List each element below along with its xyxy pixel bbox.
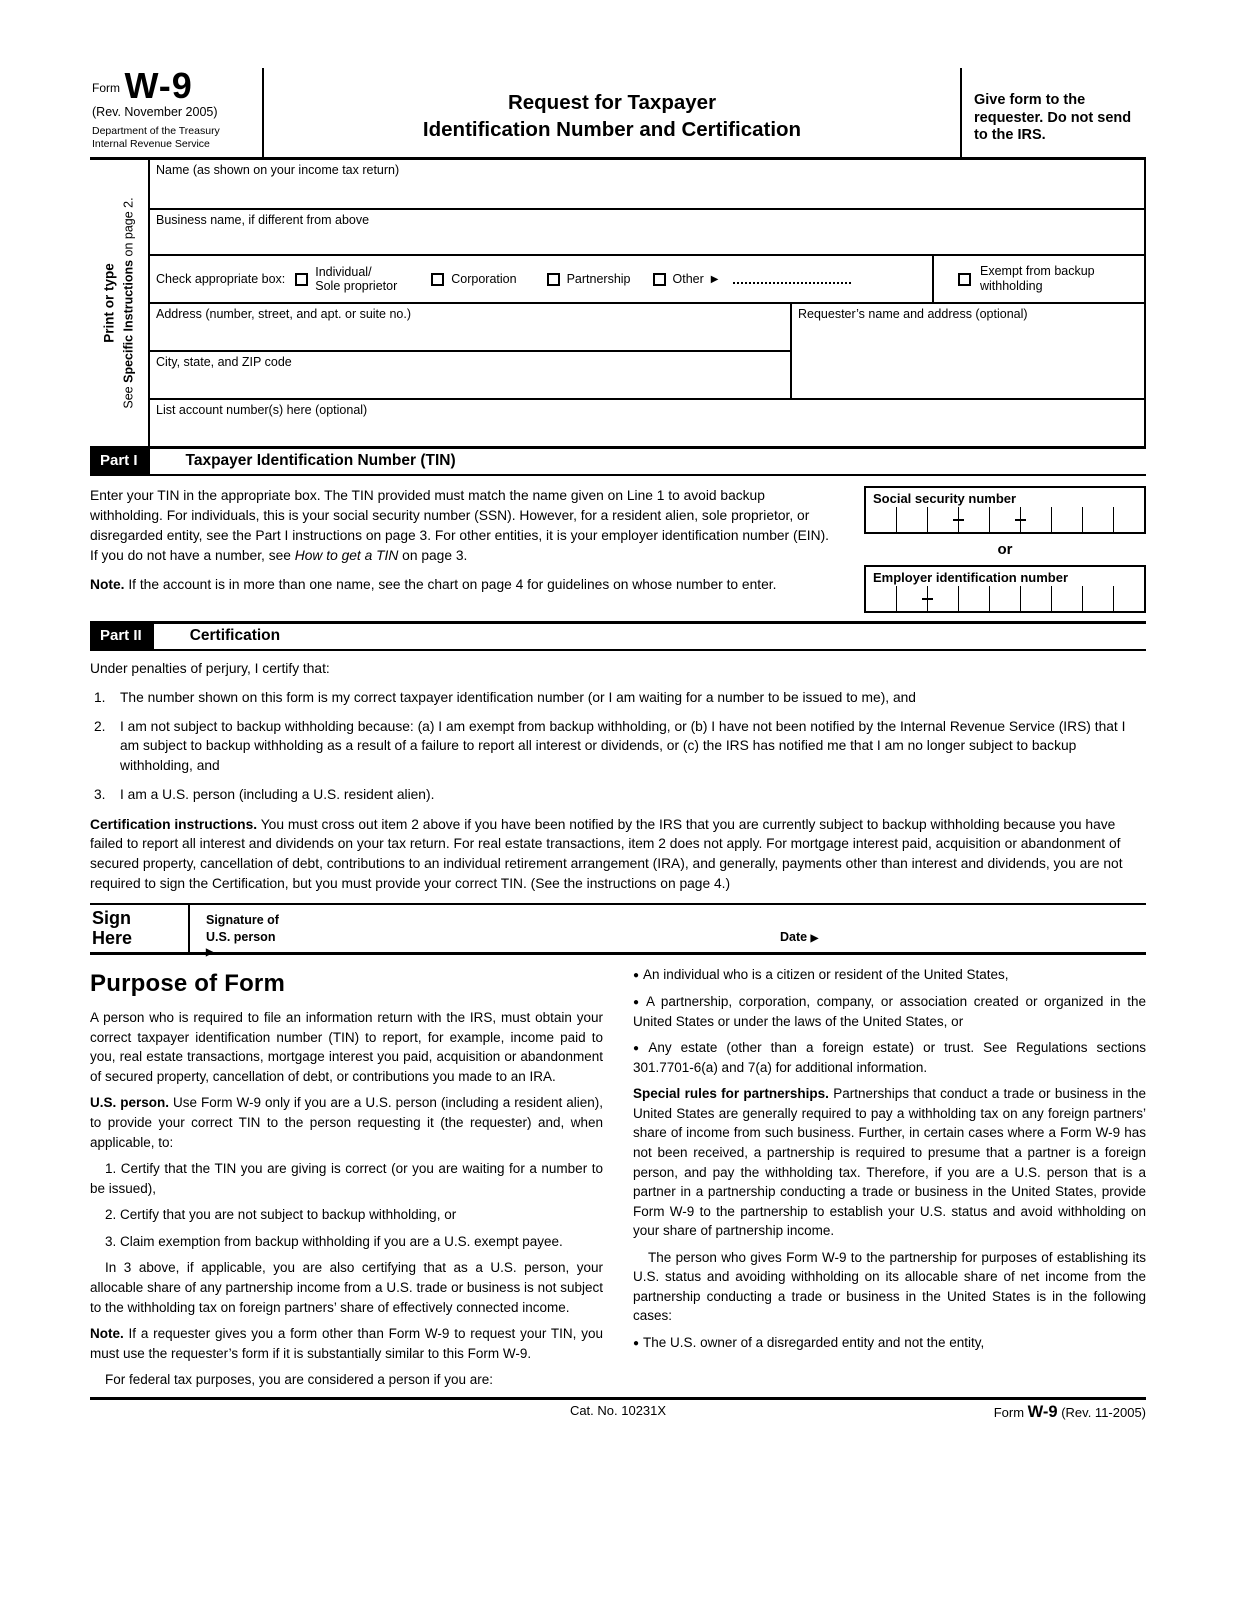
requester-field[interactable] bbox=[792, 304, 1144, 398]
department-line1: Department of the Treasury bbox=[92, 125, 220, 137]
city-field-label: City, state, and ZIP code bbox=[156, 355, 292, 370]
name-field-label: Name (as shown on your income tax return) bbox=[156, 163, 400, 178]
ein-cell[interactable] bbox=[1020, 586, 1051, 611]
footer-form-id bbox=[666, 1403, 1146, 1422]
bullet-icon: ● bbox=[633, 997, 642, 1008]
purpose-p5: For federal tax purposes, you are considered a person if you are: bbox=[105, 1372, 493, 1388]
ssn-box bbox=[864, 486, 1146, 534]
ssn-cell[interactable] bbox=[1020, 507, 1051, 532]
here-word: Here bbox=[92, 928, 133, 949]
bullet-item-4 bbox=[633, 1333, 1146, 1353]
part1-title: Taxpayer Identification Number (TIN) bbox=[185, 452, 456, 470]
note-bold: Note. bbox=[90, 576, 125, 592]
item-number: 2. bbox=[94, 718, 106, 734]
corporation-label: Corporation bbox=[451, 272, 517, 287]
form-header bbox=[90, 65, 1146, 160]
item-text: I am not subject to backup withholding because: (a) I am exempt from backup withholding, or (b) I have not been notified by the Internal Revenue Service (IRS) that I am subject to backup withholding as a result of a failure to report all interest or dividends, or (c) the IRS has notified me that I am no longer subject to backup withholding, and bbox=[120, 718, 1126, 774]
individual-label bbox=[315, 265, 397, 294]
part1-body bbox=[90, 476, 1146, 621]
purpose-p1: A person who is required to file an information return with the IRS, must obtain your correct taxpayer identification number (TIN) to report, for example, income paid to you, real estate transactions, mortgage interest you paid, acquisition or abandonment of secured property, cancellation of debt, or contributions you made to an IRA. bbox=[90, 1010, 603, 1084]
ein-cells bbox=[866, 586, 1144, 611]
catalog-number: Cat. No. 10231X bbox=[569, 1402, 667, 1418]
page-footer bbox=[90, 1397, 1146, 1422]
item-text: I am a U.S. person (including a U.S. resident alien). bbox=[120, 786, 435, 802]
sign-word: Sign bbox=[92, 908, 131, 929]
option-corporation bbox=[431, 272, 516, 286]
us-person-bold: U.S. person. bbox=[90, 1095, 170, 1111]
business-name-field-label: Business name, if different from above bbox=[156, 213, 370, 228]
ssn-cell[interactable] bbox=[1113, 507, 1144, 532]
other-fill-in-line[interactable] bbox=[733, 275, 851, 284]
purpose-heading: Purpose of Form bbox=[90, 970, 286, 998]
special-rules-text: Partnerships that conduct a trade or business in the United States are generally required to pay a withholding tax on any foreign partners’ share of income from such business. Further, in certain cases where a Form W-9 has not been received, a partnership is required to presume that a partner is a foreign person, and pay the withholding tax. Therefore, if you are a U.S. person that is a partner in a partnership conducting a trade or business in the United States, provide Form W-9 to the partnership to establish your U.S. status and avoid withholding on your share of partnership income. bbox=[633, 1086, 1146, 1239]
individual-checkbox[interactable] bbox=[295, 273, 308, 286]
address-column bbox=[150, 304, 792, 398]
partnership-label: Partnership bbox=[566, 272, 631, 287]
ssn-cell[interactable] bbox=[896, 507, 927, 532]
entity-info-grid bbox=[148, 160, 1146, 446]
form-identity-block bbox=[90, 65, 264, 157]
purpose-p2 bbox=[90, 1093, 603, 1152]
special-rules-bold: Special rules for partnerships. bbox=[633, 1086, 829, 1102]
us-person-text: Use Form W-9 only if you are a U.S. person (including a resident alien), to provide your correct TIN to the person requesting it (the requester) and, when applicable, to: bbox=[90, 1095, 603, 1150]
other-arrow-icon: ▶ bbox=[710, 273, 719, 285]
ssn-cell[interactable] bbox=[1082, 507, 1113, 532]
print-or-type-sidebar bbox=[90, 160, 148, 446]
certification-intro: Under penalties of perjury, I certify that: bbox=[90, 661, 330, 677]
check-appropriate-box-label: Check appropriate box: bbox=[156, 272, 286, 287]
part1-badge: Part I bbox=[90, 449, 150, 474]
ein-box bbox=[864, 565, 1146, 613]
tin-instruction-paragraph bbox=[90, 486, 832, 565]
date-label: Date bbox=[780, 930, 808, 945]
form-number-line bbox=[92, 65, 256, 106]
ssn-label: Social security number bbox=[873, 491, 1017, 507]
bullet-item-1 bbox=[633, 965, 1146, 985]
tin-note-paragraph bbox=[90, 575, 832, 595]
bullet-icon: ● bbox=[633, 1043, 645, 1055]
specific-instructions-bold: Specific Instructions bbox=[121, 260, 136, 384]
purpose-p3: In 3 above, if applicable, you are also certifying that as a U.S. person, your allocable share of any partnership income from a U.S. trade or business is not subject to the withholding tax on foreign partners’ share of effectively connected income. bbox=[90, 1260, 603, 1315]
exempt-label: Exempt from backup withholding bbox=[980, 264, 1095, 294]
certification-item-3 bbox=[90, 785, 1146, 805]
footer-form-word: Form bbox=[993, 1404, 1025, 1420]
certification-instructions-bold: Certification instructions. bbox=[90, 816, 258, 832]
option-individual bbox=[295, 265, 397, 294]
bullet-text: The U.S. owner of a disregarded entity and not the entity, bbox=[643, 1335, 985, 1350]
part2-title: Certification bbox=[189, 627, 281, 645]
certification-item-2 bbox=[90, 717, 1146, 776]
other-label: Other bbox=[672, 272, 704, 287]
bullet-item-2 bbox=[633, 992, 1146, 1031]
entity-type-row bbox=[150, 256, 1144, 304]
ssn-cells bbox=[866, 507, 1144, 532]
give-form-notice: Give form to the requester. Do not send to the IRS. bbox=[960, 68, 1146, 157]
exempt-backup-cell bbox=[932, 256, 1144, 302]
certification-instructions bbox=[90, 815, 1146, 894]
department-line2: Internal Revenue Service bbox=[92, 138, 210, 151]
sign-here-row bbox=[90, 903, 1146, 959]
ein-label: Employer identification number bbox=[873, 570, 1069, 586]
business-name-field[interactable] bbox=[150, 210, 1144, 256]
item-text: The number shown on this form is my correct taxpayer identification number (or I am waiting for a number to be issued to me), and bbox=[120, 689, 916, 705]
signature-field[interactable] bbox=[190, 905, 780, 959]
individual-label-line2: Sole proprietor bbox=[315, 279, 398, 294]
ein-cell[interactable] bbox=[1113, 586, 1144, 611]
form-number: W-9 bbox=[124, 65, 193, 106]
address-field[interactable] bbox=[150, 304, 790, 352]
tin-instruction-end: on page 3. bbox=[398, 547, 468, 563]
tin-boxes-column bbox=[864, 486, 1146, 613]
form-word: Form bbox=[92, 81, 120, 95]
account-numbers-label: List account number(s) here (optional) bbox=[156, 403, 368, 418]
form-title-line1: Request for Taxpayer bbox=[507, 91, 717, 114]
ein-cell[interactable] bbox=[989, 586, 1020, 611]
sign-here-label bbox=[90, 905, 190, 952]
special-rules-paragraph bbox=[633, 1084, 1146, 1241]
us-person-label: U.S. person bbox=[206, 930, 276, 945]
form-title bbox=[264, 68, 960, 157]
ssn-cell[interactable] bbox=[866, 507, 896, 532]
form-revision: (Rev. November 2005) bbox=[92, 105, 218, 119]
corporation-checkbox[interactable] bbox=[431, 273, 444, 286]
option-partnership bbox=[547, 272, 631, 286]
signature-of-label: Signature of bbox=[206, 913, 279, 928]
see-instructions-label bbox=[122, 198, 136, 409]
form-title-line2: Identification Number and Certification bbox=[422, 117, 802, 141]
bullet-item-3 bbox=[633, 1038, 1146, 1077]
tin-instruction-text: Enter your TIN in the appropriate box. The TIN provided must match the name given on Line 1 to avoid backup withholding. For individuals, this is your social security number (SSN). However, for a resident alien, sole proprietor, or disregarded entity, see the Part I instructions on page 3. For other entities, it is your employer identification number (EIN). If you do not have a number, see bbox=[90, 488, 830, 563]
footer-form-revision: (Rev. 11-2005) bbox=[1061, 1404, 1146, 1420]
how-to-get-tin-italic: How to get a TIN bbox=[294, 547, 399, 563]
ein-cell[interactable] bbox=[927, 586, 958, 611]
us-person-line bbox=[206, 929, 780, 959]
item-number: 1. bbox=[94, 689, 106, 705]
other-checkbox[interactable] bbox=[653, 273, 666, 286]
date-line bbox=[780, 930, 818, 944]
ssn-cell[interactable] bbox=[958, 507, 989, 532]
address-requester-block bbox=[150, 304, 1144, 400]
ein-cell[interactable] bbox=[1082, 586, 1113, 611]
rightcol-p2: The person who gives Form W-9 to the partnership for purposes of establishing its U.S. status and avoiding withholding on its allocable share of net income from the partnership conducting a trade or business in the United States is in the following cases: bbox=[633, 1249, 1146, 1324]
signature-arrow-icon: ▶ bbox=[206, 947, 214, 959]
purpose-note-text: If a requester gives you a form other than Form W-9 to request your TIN, you must use the requester’s form if it is substantially similar to this Form W-9. bbox=[90, 1326, 603, 1361]
part1-strip bbox=[90, 446, 1146, 476]
city-state-zip-field[interactable] bbox=[150, 352, 790, 398]
purpose-item-2: 2. Certify that you are not subject to backup withholding, or bbox=[105, 1207, 457, 1223]
purpose-note bbox=[90, 1324, 603, 1363]
bullet-text: An individual who is a citizen or resident of the United States, bbox=[643, 967, 1009, 983]
name-field[interactable] bbox=[150, 160, 1144, 210]
left-column bbox=[90, 965, 603, 1396]
certification-item-1 bbox=[90, 688, 1146, 708]
certification-body bbox=[90, 651, 1146, 903]
purpose-note-bold: Note. bbox=[90, 1326, 124, 1342]
certification-instructions-text: You must cross out item 2 above if you have been notified by the IRS that you are currently subject to backup withholding because you have failed to report all interest and dividends on your tax return. For real estate transactions, item 2 does not apply. For mortgage interest paid, acquisition or abandonment of secured property, cancellation of debt, contributions to an individual retirement arrangement (IRA), and generally, payments other than interest and dividends, you are not required to sign the Certification, but you must provide your correct TIN. (See the instructions on page 4.) bbox=[90, 816, 1123, 891]
date-arrow-icon: ▶ bbox=[810, 933, 819, 945]
purpose-item-1: 1. Certify that the TIN you are giving is correct (or you are waiting for a number to be issued), bbox=[90, 1161, 603, 1196]
bullet-text: Any estate (other than a foreign estate) or trust. See Regulations sections 301.7701-6(a) and 7(a) for additional information. bbox=[633, 1040, 1146, 1075]
see-word: See bbox=[121, 383, 136, 409]
part2-strip bbox=[90, 621, 1146, 651]
partnership-checkbox[interactable] bbox=[547, 273, 560, 286]
purpose-item-3: 3. Claim exemption from backup withholding if you are a U.S. exempt payee. bbox=[105, 1233, 563, 1249]
ein-cell[interactable] bbox=[1051, 586, 1082, 611]
date-field[interactable] bbox=[780, 905, 1146, 952]
option-other bbox=[653, 272, 852, 286]
ssn-cell[interactable] bbox=[1051, 507, 1082, 532]
bullet-text: A partnership, corporation, company, or association created or organized in the United States or under the laws of the United States, or bbox=[633, 994, 1146, 1029]
part2-badge: Part II bbox=[90, 624, 154, 649]
account-numbers-field[interactable] bbox=[150, 400, 1144, 446]
individual-label-line1: Individual/ bbox=[315, 264, 372, 279]
ein-cell[interactable] bbox=[958, 586, 989, 611]
footer-form-number: W-9 bbox=[1027, 1402, 1058, 1421]
department-block bbox=[92, 125, 256, 151]
or-label: or bbox=[997, 541, 1013, 559]
bullet-icon: ● bbox=[633, 970, 640, 982]
part1-instructions bbox=[90, 486, 832, 613]
instructions-columns bbox=[90, 955, 1146, 1396]
requester-field-label: Requester’s name and address (optional) bbox=[798, 307, 1028, 322]
print-or-type-label: Print or type bbox=[101, 263, 117, 344]
bullet-icon: ● bbox=[633, 1338, 640, 1349]
on-page-2: on page 2. bbox=[121, 197, 136, 261]
entity-info-section bbox=[90, 160, 1146, 446]
right-column bbox=[633, 965, 1146, 1396]
sidebar-rotated-text bbox=[100, 198, 139, 409]
exempt-checkbox[interactable] bbox=[958, 273, 971, 286]
ein-cell[interactable] bbox=[866, 586, 896, 611]
address-field-label: Address (number, street, and apt. or suite no.) bbox=[156, 307, 411, 322]
note-text: If the account is in more than one name, see the chart on page 4 for guidelines on whose number to enter. bbox=[124, 576, 777, 592]
item-number: 3. bbox=[94, 786, 106, 802]
